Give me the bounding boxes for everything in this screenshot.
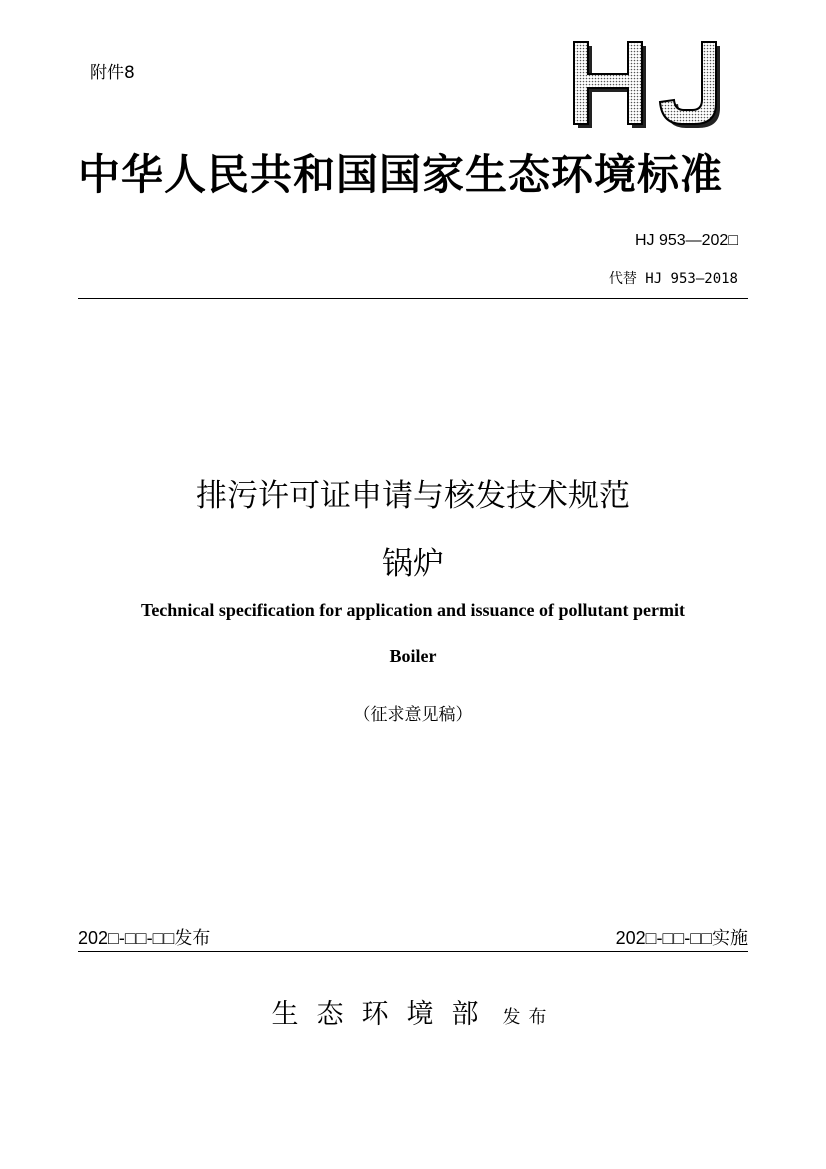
hj-logo: [556, 38, 728, 130]
header-divider: [78, 298, 748, 299]
issuer-line: [0, 992, 826, 1031]
zh-main-title: 排污许可证申请与核发技术规范: [196, 478, 630, 514]
release-date: 202□-□□-□□发布: [78, 928, 211, 948]
footer-divider: [78, 951, 748, 952]
replaces-standard: 代替 HJ 953—2018: [608, 271, 738, 287]
attachment-label: 附件8: [90, 63, 135, 83]
en-main-title: Technical specification for application and issuance of pollutant permit: [140, 600, 686, 620]
issuer-verb: 发布: [502, 1007, 555, 1028]
issuer-name: 生态环境部: [271, 999, 497, 1030]
effective-date: 202□-□□-□□实施: [615, 928, 748, 948]
en-subtitle: Boiler: [389, 646, 437, 666]
hj-logo-graphic: [556, 38, 728, 130]
zh-subtitle: 锅炉: [382, 546, 444, 582]
standard-type-title: 中华人民共和国国家生态环境标准: [78, 150, 724, 199]
standard-code: HJ 953—202□: [634, 232, 738, 249]
draft-note: （征求意见稿）: [353, 705, 473, 725]
